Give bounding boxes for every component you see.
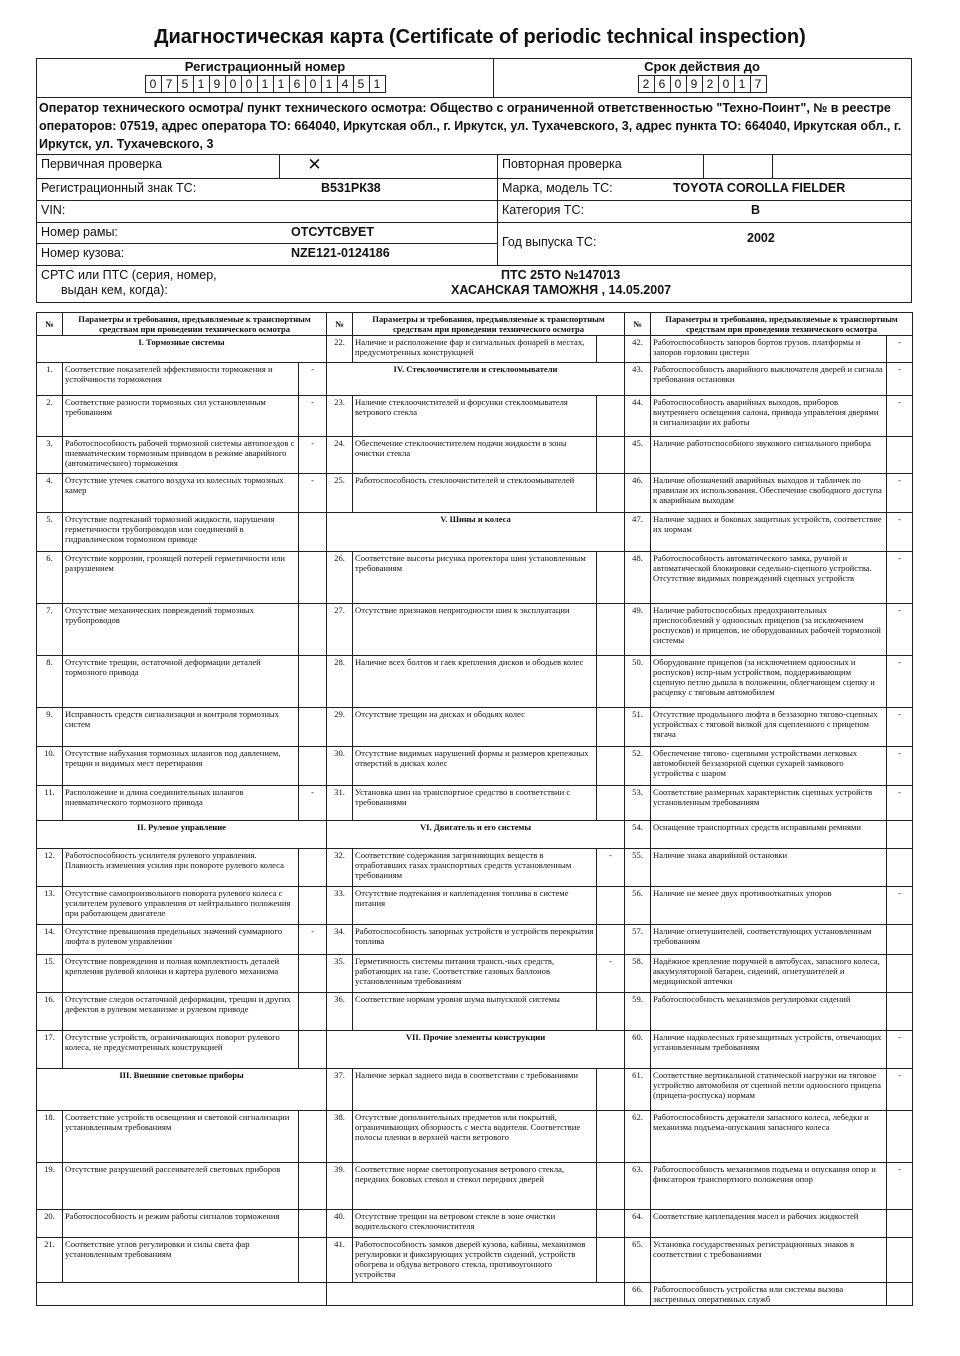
body-value: NZE121-0124186: [291, 246, 390, 260]
item-requirement: Соответствие устройств освещения и световой сигнализации установленным требованиям: [63, 1111, 299, 1163]
item-requirement: Отсутствие трещин, остаточной деформации деталей тормозного привода: [63, 656, 299, 708]
item-result-mark: [299, 552, 327, 604]
item-requirement: Наличие и расположение фар и сигнальных фонарей в местах, предусмотренных конструкцией: [353, 336, 597, 363]
item-requirement: Обеспечение стеклоочистителем подачи жидкости в зоны очистки стекла: [353, 437, 597, 474]
reg-sign-value: В531РК38: [321, 181, 381, 195]
item-requirement: Отсутствие признаков непригодности шин к эксплуатации: [353, 604, 597, 656]
item-number: 26.: [327, 552, 353, 604]
item-requirement: Наличие зеркал заднего вида в соответствии с требованиями: [353, 1069, 597, 1111]
item-result-mark: -: [887, 474, 913, 513]
item-requirement: Наличие всех болтов и гаек крепления дисков и ободьев колес: [353, 656, 597, 708]
item-requirement: Работоспособность и режим работы сигналов торможения: [63, 1210, 299, 1238]
digit-cell: 1: [194, 76, 210, 92]
item-number: 40.: [327, 1210, 353, 1238]
item-requirement: Работоспособность механизмов регулировки сидений: [651, 993, 887, 1031]
col-number-header: №: [37, 313, 63, 336]
item-number: 14.: [37, 925, 63, 955]
item-result-mark: [299, 1238, 327, 1283]
item-result-mark: [597, 1163, 625, 1210]
item-number: 42.: [625, 336, 651, 363]
item-number: 32.: [327, 849, 353, 887]
item-result-mark: -: [597, 849, 625, 887]
item-requirement: Соответствие высоты рисунка протектора шин установленным требованиям: [353, 552, 597, 604]
item-requirement: Соответствие показателей эффективности торможения и устойчивости торможения: [63, 363, 299, 396]
item-requirement: Наличие не менее двух противооткатных упоров: [651, 887, 887, 925]
item-number: 31.: [327, 786, 353, 821]
vin-label: VIN:: [41, 203, 66, 217]
item-result-mark: [597, 336, 625, 363]
table-row: [37, 786, 913, 821]
digit-cell: 0: [146, 76, 162, 92]
registration-label: Регистрационный номер: [184, 59, 346, 74]
digit-cell: 5: [354, 76, 370, 92]
item-result-mark: [299, 747, 327, 786]
item-result-mark: -: [887, 656, 913, 708]
item-requirement: Отсутствие самопроизвольного поворота рулевого колеса с усилителем рулевого управления от нейтрального положения при работающем двигателе: [63, 887, 299, 925]
registration-digits: [145, 75, 386, 93]
item-result-mark: -: [887, 786, 913, 821]
item-number: 39.: [327, 1163, 353, 1210]
table-row: [37, 396, 913, 437]
item-requirement: Наличие знака аварийной остановки: [651, 849, 887, 887]
table-row: [37, 1031, 913, 1069]
item-result-mark: [299, 955, 327, 993]
digit-cell: 7: [754, 77, 762, 91]
item-requirement: Установка шин на транспортное средство в соответствии с требованиями: [353, 786, 597, 821]
item-requirement: Отсутствие механических повреждений тормозных трубопроводов: [63, 604, 299, 656]
item-number: 11.: [37, 786, 63, 821]
digit-cell: 7: [162, 76, 178, 92]
section-heading: VII. Прочие элементы конструкции: [327, 1031, 625, 1069]
table-row: [37, 474, 913, 513]
table-header-row: [37, 313, 913, 336]
section-heading: V. Шины и колеса: [327, 513, 625, 552]
item-number: 30.: [327, 747, 353, 786]
item-result-mark: [597, 552, 625, 604]
item-number: 63.: [625, 1163, 651, 1210]
table-row: [37, 604, 913, 656]
item-number: 64.: [625, 1210, 651, 1238]
item-result-mark: [299, 993, 327, 1031]
item-number: 29.: [327, 708, 353, 747]
item-result-mark: [299, 1163, 327, 1210]
item-result-mark: [887, 437, 913, 474]
item-result-mark: -: [299, 363, 327, 396]
col-number-header: №: [327, 313, 353, 336]
body-label: Номер кузова:: [41, 246, 125, 260]
digit-cell: 2: [639, 76, 655, 92]
item-result-mark: -: [887, 887, 913, 925]
section-heading: II. Рулевое управление: [37, 821, 327, 849]
header-box: [36, 58, 912, 98]
item-number: 33.: [327, 887, 353, 925]
item-result-mark: -: [887, 552, 913, 604]
item-number: 48.: [625, 552, 651, 604]
item-number: 20.: [37, 1210, 63, 1238]
empty-cell: [327, 1283, 625, 1306]
doc-value: [417, 266, 897, 302]
table-row: [37, 747, 913, 786]
repeat-check-label: Повторная проверка: [497, 155, 703, 178]
make-value: TOYOTA COROLLA FIELDER: [673, 181, 846, 195]
item-number: 57.: [625, 925, 651, 955]
digit-cell: 1: [373, 77, 381, 91]
item-result-mark: [887, 1210, 913, 1238]
primary-check-mark: ✕: [279, 155, 349, 178]
item-result-mark: [597, 708, 625, 747]
item-number: 15.: [37, 955, 63, 993]
table-row: [37, 437, 913, 474]
doc-value-line-2: ХАСАНСКАЯ ТАМОЖНЯ , 14.05.2007: [451, 283, 672, 297]
year-label: Год выпуска ТС:: [497, 223, 667, 265]
item-number: 27.: [327, 604, 353, 656]
item-result-mark: -: [887, 1163, 913, 1210]
frame-value: ОТСУТСВУЕТ: [291, 225, 374, 239]
table-row: [37, 708, 913, 747]
item-result-mark: [299, 708, 327, 747]
item-requirement: Соответствие каплепадения масел и рабочих жидкостей: [651, 1210, 887, 1238]
item-requirement: Установка государственных регистрационных знаков в соответствии с требованиями: [651, 1238, 887, 1283]
item-result-mark: [597, 656, 625, 708]
item-requirement: Соответствие содержания загрязняющих веществ в отработавших газах транспортных средств установленным требованиям: [353, 849, 597, 887]
registration-block: [37, 59, 494, 97]
table-row: [37, 925, 913, 955]
digit-cell: 9: [687, 76, 703, 92]
item-result-mark: [597, 887, 625, 925]
item-number: 22.: [327, 336, 353, 363]
item-requirement: Наличие работоспособных предохранительных приспособлений у одноосных прицепов (за исключением роспусков) и прицепов, не оборудованных рабочей тормозной системы: [651, 604, 887, 656]
item-requirement: Отсутствие набухания тормозных шлангов под давлением, трещин и видимых мест перетирания: [63, 747, 299, 786]
item-requirement: Работоспособность рабочей тормозной системы автопоездов с пневматическим тормозным приводом в режиме аварийного (автоматического) торможения: [63, 437, 299, 474]
category-value: В: [751, 203, 761, 217]
item-number: 1.: [37, 363, 63, 396]
digit-cell: 9: [210, 76, 226, 92]
item-requirement: Надёжное крепление поручней в автобусах, запасного колеса, аккумуляторной батареи, сидений, огнетушителей и медицинской аптечки: [651, 955, 887, 993]
reg-sign-label: Регистрационный знак ТС:: [41, 181, 197, 195]
doc-label-line-1: СРТС или ПТС (серия, номер,: [41, 268, 217, 282]
category-label: Категория ТС:: [497, 201, 667, 222]
item-result-mark: -: [299, 925, 327, 955]
digit-cell: 0: [242, 76, 258, 92]
item-result-mark: -: [887, 747, 913, 786]
item-result-mark: [299, 1210, 327, 1238]
item-number: 2.: [37, 396, 63, 437]
item-number: 21.: [37, 1238, 63, 1283]
repeat-check-mark: [703, 155, 773, 178]
item-result-mark: [597, 396, 625, 437]
section-heading: IV. Стеклоочистители и стеклоомыватели: [327, 363, 625, 396]
col-param-header: Параметры и требования, предъявляемые к транспортным средствам при проведении технического осмотра: [63, 313, 327, 336]
item-requirement: Работоспособность запорных устройств и устройств перекрытия топлива: [353, 925, 597, 955]
item-number: 28.: [327, 656, 353, 708]
item-result-mark: [299, 849, 327, 887]
item-number: 44.: [625, 396, 651, 437]
item-requirement: Наличие обозначений аварийных выходов и табличек по правилам их использования. Обеспечение свободного доступа к аварийным выходам: [651, 474, 887, 513]
digit-cell: 0: [306, 76, 322, 92]
item-requirement: Отсутствие утечек сжатого воздуха из колесных тормозных камер: [63, 474, 299, 513]
item-requirement: Работоспособность аварийного выключателя дверей и сигнала требования остановки: [651, 363, 887, 396]
item-number: 23.: [327, 396, 353, 437]
item-result-mark: [887, 955, 913, 993]
item-number: 3.: [37, 437, 63, 474]
item-number: 54.: [625, 821, 651, 849]
item-number: 41.: [327, 1238, 353, 1283]
item-requirement: Работоспособность замков дверей кузова, кабины, механизмов регулировки и фиксирующих устройств сидений, устройств обогрева и обдува ветрового стекла, противоугонного устройства: [353, 1238, 597, 1283]
item-requirement: Расположение и длина соединительных шлангов пневматического тормозного привода: [63, 786, 299, 821]
table-row: [37, 336, 913, 363]
doc-label-line-2: выдан кем, когда):: [61, 283, 168, 297]
digit-cell: 1: [735, 76, 751, 92]
item-result-mark: -: [887, 336, 913, 363]
item-number: 45.: [625, 437, 651, 474]
item-number: 43.: [625, 363, 651, 396]
item-number: 16.: [37, 993, 63, 1031]
item-requirement: Отсутствие подтекания и каплепадения топлива в системе питания: [353, 887, 597, 925]
table-row: [37, 887, 913, 925]
table-row: [37, 552, 913, 604]
item-requirement: Соответствие нормам уровня шума выпускной системы: [353, 993, 597, 1031]
item-result-mark: [597, 1069, 625, 1111]
item-requirement: Наличие стеклоочистителей и форсунки стеклоомывателя ветрового стекла: [353, 396, 597, 437]
doc-value-line-1: ПТС 25ТО №147013: [501, 268, 621, 282]
col-param-header: Параметры и требования, предъявляемые к транспортным средствам при проведении технического осмотра: [651, 313, 913, 336]
col-param-header: Параметры и требования, предъявляемые к транспортным средствам при проведении технического осмотра: [353, 313, 625, 336]
digit-cell: 0: [719, 76, 735, 92]
item-result-mark: -: [887, 604, 913, 656]
item-number: 18.: [37, 1111, 63, 1163]
item-result-mark: [887, 1283, 913, 1306]
item-number: 38.: [327, 1111, 353, 1163]
item-result-mark: -: [887, 363, 913, 396]
item-requirement: Работоспособность аварийных выходов, приборов внутреннего освещения салона, привода управления дверями и сигнализации их работы: [651, 396, 887, 437]
item-result-mark: [597, 604, 625, 656]
item-number: 25.: [327, 474, 353, 513]
item-result-mark: [597, 925, 625, 955]
item-number: 47.: [625, 513, 651, 552]
item-number: 19.: [37, 1163, 63, 1210]
digit-cell: 6: [290, 76, 306, 92]
item-result-mark: [887, 849, 913, 887]
item-number: 66.: [625, 1283, 651, 1306]
section-heading: VI. Двигатель и его системы: [327, 821, 625, 849]
table-row: [37, 1283, 913, 1306]
section-heading: III. Внешние световые приборы: [37, 1069, 327, 1111]
item-requirement: Работоспособность стеклоочистителей и стеклоомывателей: [353, 474, 597, 513]
item-requirement: Отсутствие трещин на дисках и ободьях колес: [353, 708, 597, 747]
item-number: 60.: [625, 1031, 651, 1069]
item-requirement: Наличие надколесных грязезащитных устройств, отвечающих установленным требованиям: [651, 1031, 887, 1069]
item-result-mark: -: [299, 474, 327, 513]
year-value: 2002: [747, 231, 775, 245]
item-number: 36.: [327, 993, 353, 1031]
digit-cell: 5: [178, 76, 194, 92]
item-requirement: Работоспособность автоматического замка, ручной и автоматической блокировки седельно-сцепного устройства. Отсутствие видимых повреждений сцепных устройств: [651, 552, 887, 604]
item-requirement: Отсутствие устройств, ограничивающих поворот рулевого колеса, не предусмотренных конструкцией: [63, 1031, 299, 1069]
item-requirement: Соответствие норме светопропускания ветрового стекла, передних боковых стекол и стекол передних дверей: [353, 1163, 597, 1210]
item-number: 50.: [625, 656, 651, 708]
validity-label: Срок действия до: [644, 59, 760, 74]
col-number-header: №: [625, 313, 651, 336]
item-requirement: Наличие задних и боковых защитных устройств, соответствие их нормам: [651, 513, 887, 552]
item-result-mark: [887, 821, 913, 849]
item-number: 12.: [37, 849, 63, 887]
validity-block: [493, 59, 911, 97]
item-number: 35.: [327, 955, 353, 993]
item-result-mark: [597, 1210, 625, 1238]
section-heading: I. Тормозные системы: [37, 336, 327, 363]
item-number: 58.: [625, 955, 651, 993]
digit-cell: 1: [322, 76, 338, 92]
table-row: [37, 1111, 913, 1163]
validity-digits: [638, 75, 767, 93]
digit-cell: 2: [703, 76, 719, 92]
item-number: 37.: [327, 1069, 353, 1111]
table-row: [37, 849, 913, 887]
empty-cell: [37, 1283, 327, 1306]
table-row: [37, 1210, 913, 1238]
item-number: 59.: [625, 993, 651, 1031]
item-result-mark: -: [887, 513, 913, 552]
item-result-mark: -: [887, 1031, 913, 1069]
item-number: 53.: [625, 786, 651, 821]
item-result-mark: [597, 993, 625, 1031]
item-number: 17.: [37, 1031, 63, 1069]
item-requirement: Оборудование прицепов (за исключением одноосных и роспусков) испр-ным устройством, поддерживающим сцепную петлю дышла в положении, облегчающем сцепку и расцепку с тяговым автомобилем: [651, 656, 887, 708]
item-requirement: Отсутствие следов остаточной деформации, трещин и других дефектов в рулевом механизме и рулевом приводе: [63, 993, 299, 1031]
item-number: 65.: [625, 1238, 651, 1283]
item-number: 5.: [37, 513, 63, 552]
item-result-mark: [299, 604, 327, 656]
item-result-mark: [299, 887, 327, 925]
item-requirement: Оснащение транспортных средств исправными ремнями: [651, 821, 887, 849]
item-requirement: Работоспособность держателя запасного колеса, лебедки и механизма подъема-опускания запасного колеса: [651, 1111, 887, 1163]
item-number: 55.: [625, 849, 651, 887]
item-result-mark: -: [887, 396, 913, 437]
item-result-mark: [597, 747, 625, 786]
item-requirement: Отсутствие разрушений рассеивателей световых приборов: [63, 1163, 299, 1210]
item-requirement: Наличие огнетушителей, соответствующих установленным требованиям: [651, 925, 887, 955]
item-requirement: Отсутствие видимых нарушений формы и размеров крепежных отверстий в дисках колес: [353, 747, 597, 786]
item-requirement: Наличие работоспособного звукового сигнального прибора: [651, 437, 887, 474]
item-number: 10.: [37, 747, 63, 786]
digit-cell: 1: [258, 76, 274, 92]
item-requirement: Соответствие разности тормозных сил установленным требованиям: [63, 396, 299, 437]
item-requirement: Работоспособность усилителя рулевого управления. Плавность изменения усилия при повороте рулевого колеса: [63, 849, 299, 887]
inspection-parameters-table: [36, 312, 913, 1306]
operator-info: Оператор технического осмотра/ пункт технического осмотра: Общество с ограниченной ответственностью "Техно-Поинт", № в реестре операторов: 07519, адрес оператора ТО: 664040, Иркутская обл., г. Иркутск, ул. Тухачевского, 3, адрес пункта ТО: 664040, Иркутская обл., г. Иркутск, ул. Тухачевского, 3: [36, 98, 912, 154]
item-requirement: Отсутствие подтеканий тормозной жидкости, нарушения герметичности трубопроводов или соединений в гидравлическом тормозном приводе: [63, 513, 299, 552]
item-requirement: Соответствие углов регулировки и силы света фар установленным требованиям: [63, 1238, 299, 1283]
item-requirement: Герметичность системы питания трансп.-ных средств, работающих на газе. Соответствие газовых баллонов установленным требованиям: [353, 955, 597, 993]
item-number: 24.: [327, 437, 353, 474]
item-number: 61.: [625, 1069, 651, 1111]
item-requirement: Отсутствие продольного люфта в беззазорно тягово-сцепных устройствах с тяговой вилкой для сцепленного с прицепом тягача: [651, 708, 887, 747]
item-number: 51.: [625, 708, 651, 747]
table-row: [37, 821, 913, 849]
item-result-mark: -: [299, 786, 327, 821]
item-result-mark: -: [299, 396, 327, 437]
table-row: [37, 656, 913, 708]
item-requirement: Исправность средств сигнализации и контроля тормозных систем: [63, 708, 299, 747]
digit-cell: 0: [226, 76, 242, 92]
item-requirement: Работоспособность устройства или системы вызова экстренных оперативных служб: [651, 1283, 887, 1306]
item-number: 52.: [625, 747, 651, 786]
item-number: 4.: [37, 474, 63, 513]
item-result-mark: [299, 1111, 327, 1163]
table-row: [37, 993, 913, 1031]
item-requirement: Отсутствие дополнительных предметов или покрытий, ограничивающих обзорность с места водителя. Соответствие полосы пленки в верхней части ветрового: [353, 1111, 597, 1163]
item-requirement: Обеспечение тягово- сцепными устройствами легковых автомобилей беззазорной сцепки сухарей замкового устройства с шаром: [651, 747, 887, 786]
item-requirement: Работоспособность запоров бортов грузов. платформы и запоров горловин цистерн: [651, 336, 887, 363]
item-result-mark: -: [597, 955, 625, 993]
item-result-mark: [597, 1111, 625, 1163]
item-number: 62.: [625, 1111, 651, 1163]
item-number: 7.: [37, 604, 63, 656]
item-requirement: Отсутствие повреждения и полная комплектность деталей крепления рулевой колонки и картера рулевого механизма: [63, 955, 299, 993]
item-result-mark: [887, 1111, 913, 1163]
item-requirement: Соответствие размерных характеристик сцепных устройств установленным требованиям: [651, 786, 887, 821]
table-row: [37, 955, 913, 993]
primary-check-label: Первичная проверка: [41, 157, 162, 171]
item-number: 34.: [327, 925, 353, 955]
item-result-mark: [299, 513, 327, 552]
table-row: [37, 1163, 913, 1210]
table-row: [37, 363, 913, 396]
item-requirement: Отсутствие трещин на ветровом стекле в зоне очистки водительского стеклоочистителя: [353, 1210, 597, 1238]
digit-cell: 4: [338, 76, 354, 92]
item-result-mark: [887, 993, 913, 1031]
item-number: 46.: [625, 474, 651, 513]
item-number: 13.: [37, 887, 63, 925]
vehicle-info: [36, 154, 912, 303]
table-row: [37, 513, 913, 552]
digit-cell: 6: [655, 76, 671, 92]
digit-cell: 1: [274, 76, 290, 92]
item-number: 56.: [625, 887, 651, 925]
item-number: 6.: [37, 552, 63, 604]
item-result-mark: [887, 925, 913, 955]
item-requirement: Отсутствие превышения предельных значений суммарного люфта в рулевом управлении: [63, 925, 299, 955]
item-result-mark: [887, 1238, 913, 1283]
item-requirement: Отсутствие коррозии, грозящей потерей герметичности или разрушением: [63, 552, 299, 604]
doc-label: [37, 266, 297, 302]
page-title: Диагностическая карта (Certificate of periodic technical inspection): [154, 26, 806, 48]
item-result-mark: [597, 1238, 625, 1283]
item-result-mark: -: [887, 708, 913, 747]
table-row: [37, 1069, 913, 1111]
item-number: 9.: [37, 708, 63, 747]
item-result-mark: -: [299, 437, 327, 474]
item-result-mark: [299, 1031, 327, 1069]
item-result-mark: [597, 437, 625, 474]
item-requirement: Работоспособность механизмов подъема и опускания опор и фиксаторов транспортного положения опор: [651, 1163, 887, 1210]
item-result-mark: [597, 474, 625, 513]
item-result-mark: -: [887, 1069, 913, 1111]
table-row: [37, 1238, 913, 1283]
item-number: 49.: [625, 604, 651, 656]
item-requirement: Соответствие вертикальной статической нагрузки на тяговое устройство автомобиля от сцепной петли одноосного прицепа (прицепа-роспуска) нормам: [651, 1069, 887, 1111]
make-label: Марка, модель ТС:: [497, 179, 667, 200]
item-number: 8.: [37, 656, 63, 708]
item-result-mark: [299, 656, 327, 708]
item-result-mark: [597, 786, 625, 821]
digit-cell: 0: [671, 76, 687, 92]
frame-label: Номер рамы:: [37, 223, 497, 244]
